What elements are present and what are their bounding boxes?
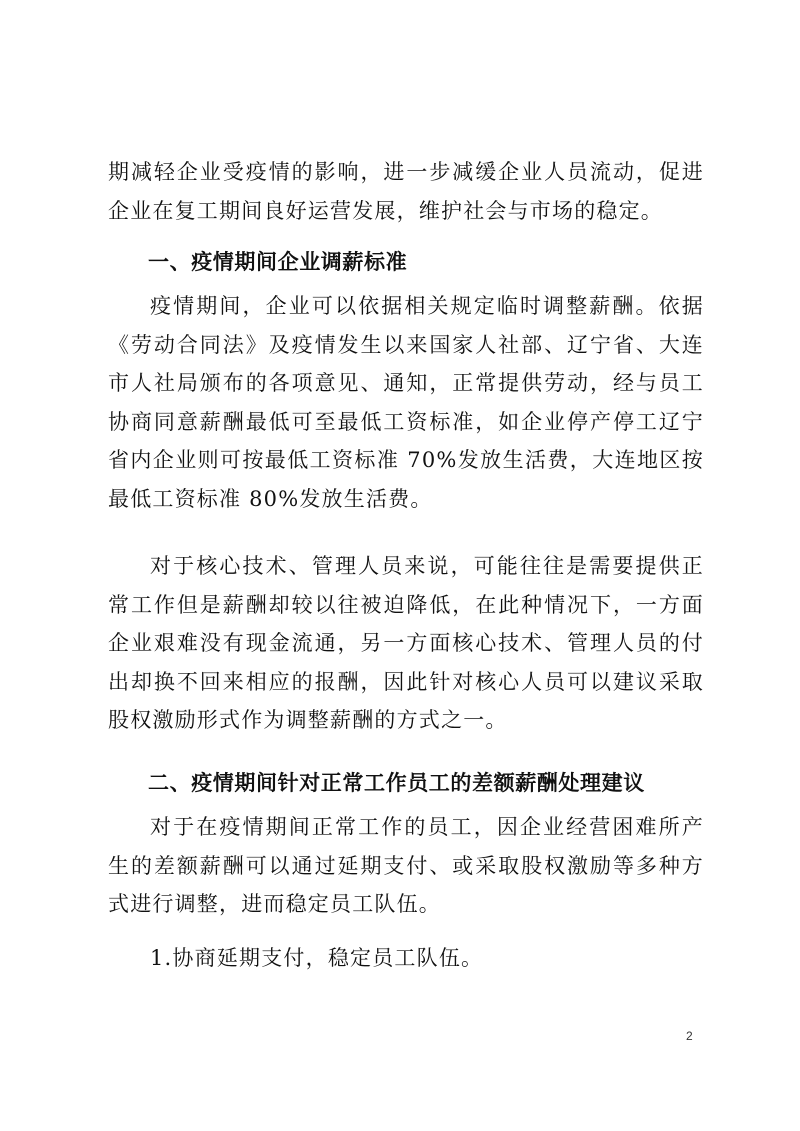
- list-item-deferred-payment: 1.协商延期支付，稳定员工队伍。: [150, 946, 484, 970]
- section-heading-1: 一、疫情期间企业调薪标准: [148, 250, 408, 274]
- paragraph-wage-difference: 对于在疫情期间正常工作的员工，因企业经营困难所产生的差额薪酬可以通过延期支付、或采取股权激励等多种方式进行调整，进而稳定员工队伍。: [108, 815, 704, 916]
- paragraph-wage-standard: 疫情期间，企业可以依据相关规定临时调整薪酬。依据《劳动合同法》及疫情发生以来国家人社部、辽宁省、大连市人社局颁布的各项意见、通知，正常提供劳动，经与员工协商同意薪酬最低可至最低工资标准，如企业停产停工辽宁省内企业则可按最低工资标准 70%发放生活费，大连地区按最低工资标准 80%发放生活费。: [108, 294, 704, 511]
- section-heading-2: 二、疫情期间针对正常工作员工的差额薪酬处理建议: [148, 771, 645, 795]
- page-number: 2: [686, 1029, 693, 1043]
- continuation-paragraph: 期减轻企业受疫情的影响，进一步减缓企业人员流动，促进企业在复工期间良好运营发展，维护社会与市场的稳定。: [108, 160, 704, 223]
- paragraph-core-staff: 对于核心技术、管理人员来说，可能往往是需要提供正常工作但是薪酬却较以往被迫降低，在此种情况下，一方面企业艰难没有现金流通，另一方面核心技术、管理人员的付出却换不回来相应的报酬，因此针对核心人员可以建议采取股权激励形式作为调整薪酬的方式之一。: [108, 554, 704, 732]
